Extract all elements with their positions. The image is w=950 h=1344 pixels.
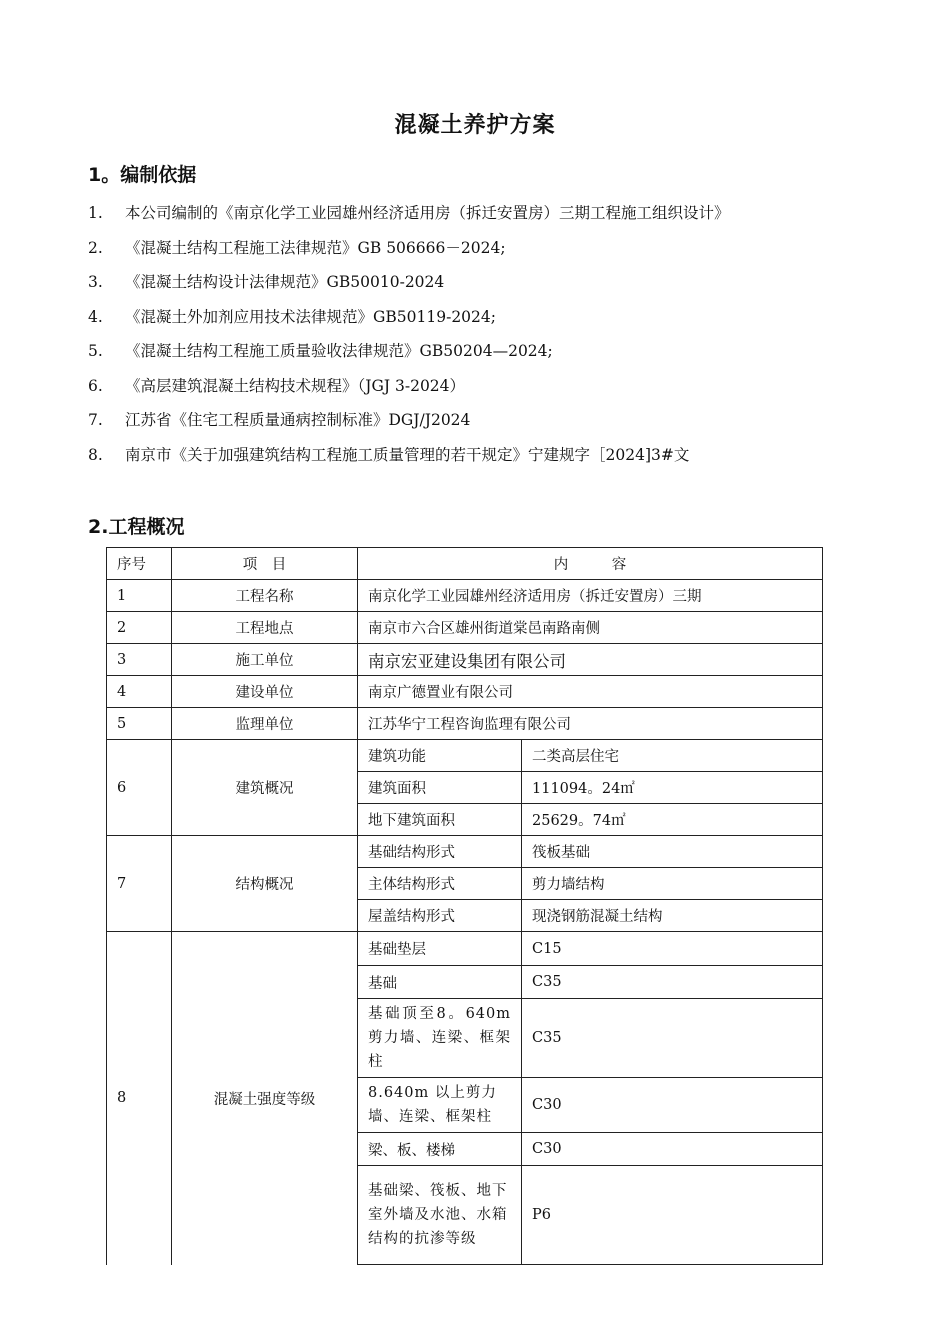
cell-item: 结构概况: [172, 836, 358, 932]
reference-list: [88, 196, 858, 472]
header-no: 序号: [107, 548, 172, 580]
list-item: 2. 《混凝土结构工程施工法律规范》GB 506666－2024;: [88, 238, 506, 257]
table-row: [107, 740, 823, 772]
list-item: 3. 《混凝土结构设计法律规范》GB50010-2024: [88, 273, 445, 291]
cell-no: 3: [107, 644, 172, 676]
cell-no: 7: [107, 836, 172, 932]
cell-sub-value: C15: [522, 932, 823, 966]
cell-no: 2: [107, 612, 172, 644]
cell-sub-label: 建筑面积: [358, 772, 522, 804]
table-row: [107, 836, 823, 868]
cell-sub-label: 基础: [358, 966, 522, 999]
cell-sub-value: P6: [522, 1166, 823, 1265]
list-item: 6. 《高层建筑混凝土结构技术规程》（JGJ 3-2024）: [88, 376, 466, 395]
cell-sub-value: 25629。74㎡: [522, 804, 823, 836]
cell-sub-label: 主体结构形式: [358, 868, 522, 900]
cell-no: 5: [107, 708, 172, 740]
cell-item: 工程名称: [172, 580, 358, 612]
list-item: 7. 江苏省《住宅工程质量通病控制标准》DGJ/J2024: [88, 411, 471, 429]
cell-item: 混凝土强度等级: [172, 932, 358, 1265]
cell-no: 8: [107, 932, 172, 1265]
table-row: [107, 612, 823, 644]
cell-item: 建设单位: [172, 676, 358, 708]
cell-sub-label: 地下建筑面积: [358, 804, 522, 836]
list-item: 1. 本公司编制的《南京化学工业园雄州经济适用房（拆迁安置房）三期工程施工组织设计》: [88, 204, 730, 222]
table-row: [107, 676, 823, 708]
cell-sub-label: 梁、板、楼梯: [358, 1133, 522, 1166]
table-row: [107, 932, 823, 966]
cell-content: 南京宏亚建设集团有限公司: [358, 644, 823, 676]
document-title: 混凝土养护方案: [394, 113, 556, 138]
cell-content: 南京化学工业园雄州经济适用房（拆迁安置房）三期: [358, 580, 823, 612]
cell-sub-label: 基础结构形式: [358, 836, 522, 868]
table-row: [107, 708, 823, 740]
cell-sub-label: 基础垫层: [358, 932, 522, 966]
list-item: 5. 《混凝土结构工程施工质量验收法律规范》GB50204—2024;: [88, 342, 553, 360]
cell-sub-label: 8.640m 以上剪力墙、连梁、框架柱: [358, 1078, 522, 1133]
table-header-row: [107, 548, 823, 580]
cell-sub-value: 111094。24㎡: [522, 772, 823, 804]
cell-sub-value: 二类高层住宅: [522, 740, 823, 772]
cell-sub-value: 筏板基础: [522, 836, 823, 868]
cell-content: 江苏华宁工程咨询监理有限公司: [358, 708, 823, 740]
table-row: [107, 644, 823, 676]
cell-no: 1: [107, 580, 172, 612]
list-item: 4. 《混凝土外加剂应用技术法律规范》GB50119-2024;: [88, 307, 496, 326]
header-item: 项 目: [172, 548, 358, 580]
cell-content: 南京市六合区雄州街道棠邑南路南侧: [358, 612, 823, 644]
cell-content: 南京广德置业有限公司: [358, 676, 823, 708]
section-heading-overview: 2.工程概况: [88, 516, 185, 538]
cell-sub-value: 现浇钢筋混凝土结构: [522, 900, 823, 932]
cell-sub-label: 基础梁、筏板、地下室外墙及水池、水箱结构的抗渗等级: [358, 1166, 522, 1265]
list-item: 8. 南京市《关于加强建筑结构工程施工质量管理的若干规定》宁建规字［2024]3#文: [88, 445, 690, 464]
cell-sub-value: C35: [522, 999, 823, 1078]
cell-item: 工程地点: [172, 612, 358, 644]
cell-no: 6: [107, 740, 172, 836]
header-content: 内 容: [358, 548, 823, 580]
cell-item: 施工单位: [172, 644, 358, 676]
cell-sub-value: C30: [522, 1078, 823, 1133]
cell-no: 4: [107, 676, 172, 708]
cell-sub-value: C35: [522, 966, 823, 999]
cell-item: 建筑概况: [172, 740, 358, 836]
cell-sub-label: 建筑功能: [358, 740, 522, 772]
cell-sub-value: 剪力墙结构: [522, 868, 823, 900]
table-row: [107, 580, 823, 612]
cell-sub-label: 屋盖结构形式: [358, 900, 522, 932]
cell-sub-label: 基础顶至8。640m剪力墙、连梁、框架柱: [358, 999, 522, 1078]
section-heading-basis: 1。编制依据: [88, 164, 197, 186]
cell-sub-value: C30: [522, 1133, 823, 1166]
project-overview-table: [106, 547, 823, 1265]
cell-item: 监理单位: [172, 708, 358, 740]
